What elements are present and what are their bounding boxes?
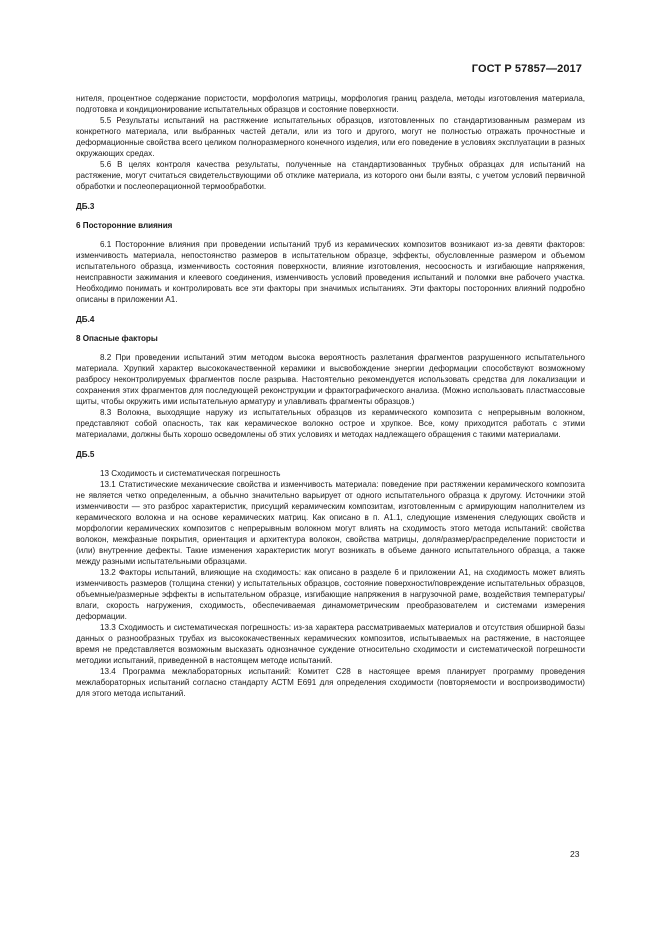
section-heading-6: 6 Посторонние влияния	[76, 221, 173, 230]
paragraph-13-1: 13.1 Статистические механические свойства и изменчивость материала: поведение при растяжении керамического композита не является четко определенным, а обычно значительно варьирует от одного испытательного образца к другому. Источники этой изменчивости — это разброс характеристик, присущий керамическим композитам, изготовленным с армирующим наполнителем из керамического волокна и на основе керамических матриц. Как описано в п. А1.1, следующие изменения следующих свойств и морфологии керамических композитов с непрерывным волокном могут влиять на сходимость этого метода испытаний: свойства волокон, межфазные покрытия, ориентация и архитектура волокон, свойства матрицы, доля/размер/распределение пористости и (или) внутренние дефекты. Такие изменения характеристик могут возникать в объеме данного испытательного образца, а также между разными испытательными образцами.	[76, 480, 585, 566]
section-heading-db3: ДБ.3	[76, 202, 95, 211]
paragraph-5-5: 5.5 Результаты испытаний на растяжение испытательных образцов, изготовленных по стандартизованным размерам из конкретного материала, или выбранных частей детали, или из того и другого, могут не полностью отражать прочностные и деформационные свойства всего целиком полноразмерного конечного изделия, или его поведение в условиях эксплуатации в разных окружающих средах.	[76, 116, 585, 158]
section-heading-db4: ДБ.4	[76, 315, 95, 324]
paragraph-8-2: 8.2 При проведении испытаний этим методом высока вероятность разлетания фрагментов разрушенного испытательного материала. Хрупкий характер высококачественной керамики и высвобождение энергии деформации способствуют возможному разбросу неконтролируемых фрагментов после разрыва. Настоятельно рекомендуется использовать средства для локализации и сохранения этих фрагментов для последующей реконструкции и фрактографического анализа. (Можно использовать пластмассовые щиты, чтобы окружить ими испытательную арматуру и улавливать фрагменты образцов.)	[76, 353, 585, 406]
paragraph-5-6: 5.6 В целях контроля качества результаты, полученные на стандартизованных трубных образцах для испытаний на растяжение, могут считаться свидетельствующими об отклике материала, из которого они были взяты, с учетом условий первичной обработки и послеоперационной термообработки.	[76, 160, 585, 191]
section-heading-db5: ДБ.5	[76, 450, 95, 459]
page-number: 23	[570, 849, 580, 859]
document-body	[76, 93, 585, 699]
paragraph-13-3: 13.3 Сходимость и систематическая погрешность: из-за характера рассматриваемых материалов и отсутствия обширной базы данных о разнообразных трубах из высококачественных керамических композитов, испытываемых на растяжение, в настоящее время не представляется возможным высказать однозначное суждение относительно сходимости и систематической погрешности методики испытаний, приведенной в настоящем методе испытаний.	[76, 623, 585, 665]
section-heading-13: 13 Сходимость и систематическая погрешность	[100, 469, 281, 478]
section-heading-8: 8 Опасные факторы	[76, 334, 158, 343]
paragraph-6-1: 6.1 Посторонние влияния при проведении испытаний труб из керамических композитов возникают из-за девяти факторов: изменчивость материала, непостоянство размеров в испытательном образце, эффекты, обусловленные размером и объемом испытательного образца, изменчивость состояния поверхности, влияние изготовления, несоосность и изгибающие напряжения, неисправности зажимания и клеевого соединения, изменчивость условий проведения испытаний и поломки вне рабочего участка. Необходимо понимать и контролировать все эти факторы при значимых испытаниях. Эти факторы посторонних влияний подробно описаны в приложении А1.	[76, 240, 585, 304]
paragraph-13-4: 13.4 Программа межлабораторных испытаний: Комитет С28 в настоящее время планирует программу проведения межлабораторных испытаний согласно стандарту АСТМ Е691 для определения сходимости (повторяемости и воспроизводимости) для этого метода испытаний.	[76, 667, 585, 698]
document-header-id: ГОСТ Р 57857—2017	[471, 63, 582, 75]
paragraph-8-3: 8.3 Волокна, выходящие наружу из испытательных образцов из керамического композита с непрерывным волокном, представляют собой опасность, так как керамическое волокно острое и хрупкое. Все, кому приходится работать с этими материалами, должны быть хорошо осведомлены об этих условиях и методах надлежащего обращения с такими материалами.	[76, 408, 585, 439]
paragraph-intro-continuation: нителя, процентное содержание пористости, морфология матрицы, морфология границ раздела, методы изготовления материала, подготовка и кондиционирование испытательных образцов и состояние поверхности.	[76, 94, 585, 114]
paragraph-13-2: 13.2 Факторы испытаний, влияющие на сходимость: как описано в разделе 6 и приложении А1, на сходимость может влиять изменчивость размеров (толщина стенки) у испытательных образцов, состояние поверхности/повреждение испытательных образцов, объемные/размерные эффекты в испытательном образце, изгибающие напряжения в нагрузочной раме, воздействия температуры/влаги, скорость нагружения, сходимость, обеспечиваемая динамометрическим преобразователем и системами измерения деформации.	[76, 568, 585, 621]
